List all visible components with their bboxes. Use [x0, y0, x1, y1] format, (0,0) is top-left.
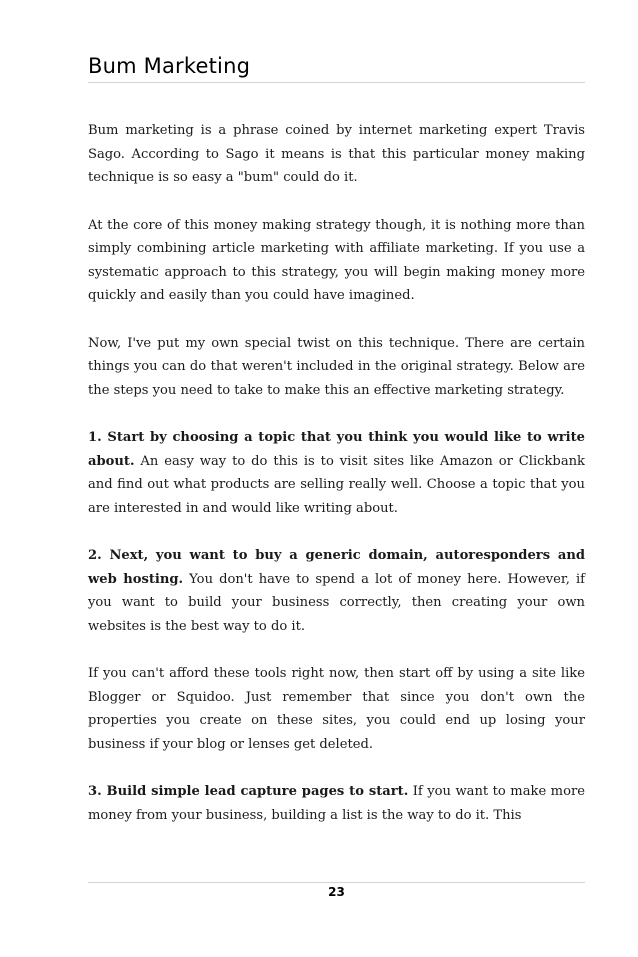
paragraph-text: An easy way to do this is to visit sites like Amazon or Clickbank and find out what products are selling really well. Choose a topic that you are interested in and would like writing about. [88, 453, 585, 516]
paragraph-step-3 [88, 780, 585, 827]
document-body [88, 119, 585, 851]
paragraph-text: Now, I've put my own special twist on this technique. There are certain things you can do that weren't included in the original strategy. Below are the steps you need to take to make this an effective marketing strategy. [88, 335, 585, 398]
paragraph-core-strategy [88, 214, 585, 308]
paragraph-special-twist [88, 332, 585, 403]
step-heading: 1. Start by choosing a topic that you think you would like to write about. [88, 430, 585, 469]
step-heading: 3. Build simple lead capture pages to start. [88, 784, 409, 799]
paragraph-text: Bum marketing is a phrase coined by internet marketing expert Travis Sago. According to Sago it means is that this particular money making technique is so easy a "bum" could do it. [88, 123, 585, 185]
paragraph-intro [88, 119, 585, 190]
paragraph-text: If you can't afford these tools right now, then start off by using a site like Blogger or Squidoo. Just remember that since you don't own the properties you create on these sites, you could end up losing your business if your blog or lenses get deleted. [88, 666, 585, 752]
paragraph-alternatives [88, 662, 585, 756]
paragraph-text: If you want to make more money from your business, building a list is the way to do it. This [88, 784, 585, 823]
paragraph-step-1 [88, 426, 585, 520]
footer-divider [88, 882, 585, 883]
paragraph-text: You don't have to spend a lot of money here. However, if you want to build your business correctly, then creating your own websites is the best way to do it. [88, 571, 585, 634]
page-title: Bum Marketing [88, 54, 251, 78]
page-number: 23 [328, 885, 345, 899]
document-page [88, 0, 585, 957]
paragraph-text: At the core of this money making strategy though, it is nothing more than simply combining article marketing with affiliate marketing. If you use a systematic approach to this strategy, you will begin making money more quickly and easily than you could have imagined. [88, 217, 585, 303]
title-divider [88, 82, 585, 83]
paragraph-step-2 [88, 544, 585, 638]
step-heading: 2. Next, you want to buy a generic domain, autoresponders and web hosting. [88, 548, 585, 587]
